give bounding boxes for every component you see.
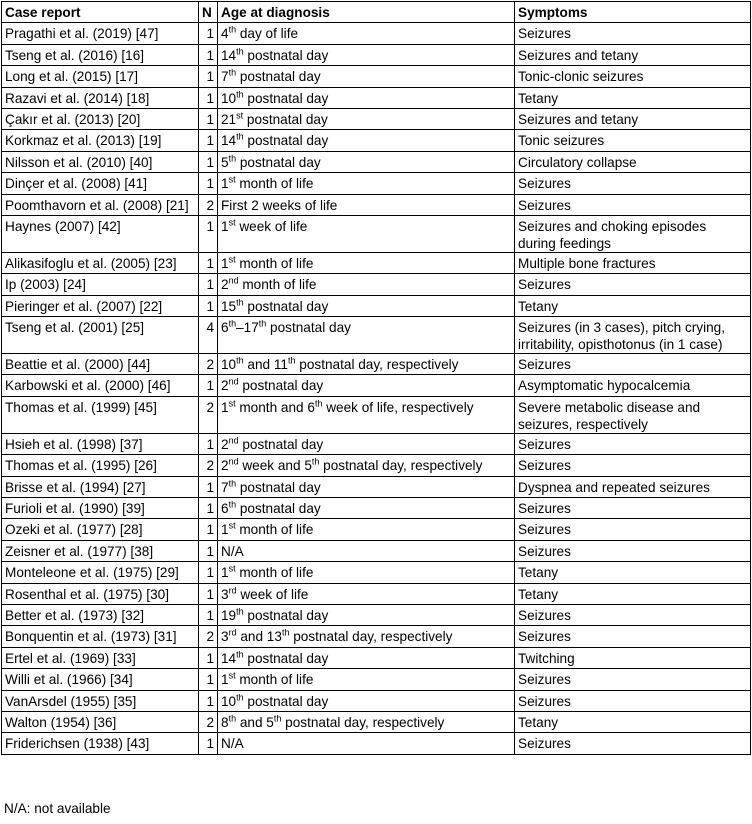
age-at-diagnosis-cell	[218, 44, 515, 65]
table-row	[2, 44, 751, 65]
age-text: 1	[221, 565, 229, 581]
table-row	[2, 690, 751, 711]
ordinal-suffix: nd	[228, 456, 239, 467]
n-cell: 1	[199, 562, 218, 583]
n-cell: 1	[199, 669, 218, 690]
table-row	[2, 669, 751, 690]
symptoms-cell: Seizures and choking episodes during feedings	[515, 215, 751, 252]
ordinal-suffix: th	[228, 153, 237, 164]
symptoms-cell: Severe metabolic disease and seizures, respectively	[515, 396, 751, 433]
age-text: month of life	[235, 565, 314, 581]
age-text: week of life	[236, 586, 309, 602]
symptoms-cell: Twitching	[515, 647, 751, 668]
age-at-diagnosis-cell	[218, 519, 515, 540]
age-text: postnatal day	[238, 378, 324, 394]
age-text: 1	[221, 522, 229, 538]
age-text: 2	[221, 436, 229, 452]
age-text: and 5	[236, 714, 274, 730]
ordinal-suffix: th	[311, 456, 320, 467]
ordinal-suffix: st	[228, 174, 236, 185]
symptoms-cell: Seizures	[515, 354, 751, 375]
age-text: 8	[221, 714, 229, 730]
case-report-cell: Thomas et al. (1995) [26]	[2, 455, 199, 476]
age-text: postnatal day	[243, 47, 329, 63]
case-report-cell: Pragathi et al. (2019) [47]	[2, 23, 199, 44]
age-text: postnatal day	[236, 69, 321, 85]
case-report-cell: Ip (2003) [24]	[2, 274, 199, 295]
age-text: week of life, respectively	[322, 399, 474, 415]
case-report-cell: Pieringer et al. (2007) [22]	[2, 295, 199, 316]
symptoms-cell: Seizures and tetany	[515, 108, 751, 129]
age-text: month of life	[238, 277, 317, 293]
case-report-cell: Korkmaz et al. (2013) [19]	[2, 130, 199, 151]
case-report-cell: Dinçer et al. (2008) [41]	[2, 173, 199, 194]
case-report-cell: Monteleone et al. (1975) [29]	[2, 562, 199, 583]
n-cell: 4	[199, 317, 218, 354]
symptoms-cell: Seizures (in 3 cases), pitch crying, irritability, opisthotonus (in 1 case)	[515, 317, 751, 354]
table-row	[2, 498, 751, 519]
table-row	[2, 647, 751, 668]
n-cell: 1	[199, 604, 218, 625]
age-at-diagnosis-cell	[218, 252, 515, 273]
symptoms-cell: Tonic seizures	[515, 130, 751, 151]
table-row	[2, 317, 751, 354]
table-row	[2, 194, 751, 215]
table-row	[2, 252, 751, 273]
table-row	[2, 66, 751, 87]
table-body	[2, 23, 751, 754]
table-row	[2, 173, 751, 194]
case-report-cell: Hsieh et al. (1998) [37]	[2, 433, 199, 454]
age-text: 10	[221, 90, 237, 106]
ordinal-suffix: st	[236, 110, 244, 121]
ordinal-suffix: th	[288, 355, 296, 366]
age-text: 3	[221, 629, 229, 645]
age-text: month of life	[235, 255, 314, 271]
table-row	[2, 354, 751, 375]
header-row	[2, 2, 751, 23]
age-text: N/A	[221, 543, 244, 559]
case-report-cell: VanArsdel (1955) [35]	[2, 690, 199, 711]
case-report-table	[1, 1, 751, 755]
symptoms-cell: Seizures	[515, 604, 751, 625]
table-row	[2, 626, 751, 647]
n-cell: 1	[199, 733, 218, 754]
case-report-cell: Better et al. (1973) [32]	[2, 604, 199, 625]
age-text: postnatal day	[243, 298, 329, 314]
age-at-diagnosis-cell	[218, 194, 515, 215]
age-at-diagnosis-cell	[218, 151, 515, 172]
age-at-diagnosis-cell	[218, 66, 515, 87]
case-report-cell: Walton (1954) [36]	[2, 711, 199, 732]
table-row	[2, 274, 751, 295]
case-report-cell: Brisse et al. (1994) [27]	[2, 476, 199, 497]
age-text: 7	[221, 479, 229, 495]
n-cell: 2	[199, 455, 218, 476]
age-text: 7	[221, 69, 229, 85]
age-text: 6	[221, 320, 229, 336]
ordinal-suffix: th	[236, 46, 244, 57]
ordinal-suffix: nd	[228, 275, 239, 286]
age-at-diagnosis-cell	[218, 295, 515, 316]
symptoms-cell: Seizures	[515, 274, 751, 295]
n-cell: 1	[199, 476, 218, 497]
case-report-cell: Bonquentin et al. (1973) [31]	[2, 626, 199, 647]
n-cell: 2	[199, 396, 218, 433]
age-text: month of life	[235, 522, 314, 538]
age-text: day of life	[236, 26, 299, 42]
age-text: 10	[221, 693, 237, 709]
age-text: 2	[221, 277, 229, 293]
age-at-diagnosis-cell	[218, 274, 515, 295]
age-text: 21	[221, 111, 237, 127]
case-report-cell: Poomthavorn et al. (2008) [21]	[2, 194, 199, 215]
age-text: postnatal day, respectively	[289, 629, 453, 645]
ordinal-suffix: st	[228, 254, 236, 265]
age-at-diagnosis-cell	[218, 498, 515, 519]
case-report-cell: Çakır et al. (2013) [20]	[2, 108, 199, 129]
n-cell: 1	[199, 44, 218, 65]
case-report-cell: Ozeki et al. (1977) [28]	[2, 519, 199, 540]
age-at-diagnosis-cell	[218, 562, 515, 583]
n-cell: 1	[199, 130, 218, 151]
age-at-diagnosis-cell	[218, 476, 515, 497]
case-report-cell: Karbowski et al. (2000) [46]	[2, 375, 199, 396]
table-row	[2, 396, 751, 433]
table-row	[2, 476, 751, 497]
age-text: month and 6	[235, 399, 315, 415]
table-row	[2, 433, 751, 454]
table-row	[2, 108, 751, 129]
age-text: 1	[221, 399, 229, 415]
ordinal-suffix: st	[228, 670, 236, 681]
age-text: and 11	[243, 357, 288, 373]
ordinal-suffix: th	[236, 131, 244, 142]
age-text: 14	[221, 650, 237, 666]
symptoms-cell: Asymptomatic hypocalcemia	[515, 375, 751, 396]
ordinal-suffix: th	[236, 297, 244, 308]
table-row	[2, 295, 751, 316]
case-report-cell: Alikasifoglu et al. (2005) [23]	[2, 252, 199, 273]
age-text: 14	[221, 47, 237, 63]
n-cell: 1	[199, 295, 218, 316]
n-cell: 1	[199, 215, 218, 252]
ordinal-suffix: th	[258, 318, 267, 329]
n-cell: 2	[199, 194, 218, 215]
n-cell: 1	[199, 23, 218, 44]
n-cell: 1	[199, 151, 218, 172]
symptoms-cell: Seizures	[515, 690, 751, 711]
ordinal-suffix: rd	[228, 585, 237, 596]
age-text: week of life	[235, 218, 308, 234]
n-cell: 1	[199, 252, 218, 273]
age-at-diagnosis-cell	[218, 604, 515, 625]
ordinal-suffix: th	[228, 318, 237, 329]
n-cell: 1	[199, 87, 218, 108]
case-report-cell: Long et al. (2015) [17]	[2, 66, 199, 87]
table-row	[2, 151, 751, 172]
n-cell: 1	[199, 274, 218, 295]
header-n: N	[199, 2, 218, 23]
symptoms-cell: Seizures	[515, 433, 751, 454]
age-text: 19	[221, 607, 237, 623]
ordinal-suffix: nd	[228, 376, 239, 387]
table-row	[2, 215, 751, 252]
symptoms-cell: Seizures	[515, 498, 751, 519]
age-text: 4	[221, 26, 229, 42]
age-text: month of life	[235, 176, 314, 192]
case-report-cell: Tseng et al. (2016) [16]	[2, 44, 199, 65]
table-row	[2, 130, 751, 151]
case-report-cell: Zeisner et al. (1977) [38]	[2, 540, 199, 561]
n-cell: 1	[199, 519, 218, 540]
ordinal-suffix: th	[314, 398, 323, 409]
ordinal-suffix: th	[236, 692, 244, 703]
age-text: 14	[221, 133, 237, 149]
case-report-cell: Haynes (2007) [42]	[2, 215, 199, 252]
age-at-diagnosis-cell	[218, 108, 515, 129]
n-cell: 1	[199, 66, 218, 87]
ordinal-suffix: th	[228, 499, 237, 510]
age-at-diagnosis-cell	[218, 173, 515, 194]
ordinal-suffix: th	[236, 355, 244, 366]
ordinal-suffix: rd	[228, 627, 237, 638]
age-text: 15	[221, 298, 237, 314]
symptoms-cell: Tetany	[515, 295, 751, 316]
symptoms-cell: Seizures	[515, 455, 751, 476]
age-at-diagnosis-cell	[218, 23, 515, 44]
table-row	[2, 583, 751, 604]
ordinal-suffix: th	[236, 606, 244, 617]
age-text: N/A	[221, 736, 244, 752]
age-text: postnatal day	[243, 90, 329, 106]
age-text: 10	[221, 357, 237, 373]
symptoms-cell: Tetany	[515, 87, 751, 108]
symptoms-cell: Seizures	[515, 540, 751, 561]
symptoms-cell: Seizures	[515, 733, 751, 754]
age-text: 3	[221, 586, 229, 602]
n-cell: 1	[199, 173, 218, 194]
age-at-diagnosis-cell	[218, 130, 515, 151]
case-report-cell: Thomas et al. (1999) [45]	[2, 396, 199, 433]
table-row	[2, 562, 751, 583]
table-row	[2, 519, 751, 540]
age-at-diagnosis-cell	[218, 733, 515, 754]
age-at-diagnosis-cell	[218, 669, 515, 690]
n-cell: 1	[199, 375, 218, 396]
symptoms-cell: Seizures	[515, 519, 751, 540]
table-row	[2, 604, 751, 625]
age-at-diagnosis-cell	[218, 215, 515, 252]
age-text: postnatal day, respectively	[319, 458, 483, 474]
age-text: postnatal day, respectively	[281, 714, 445, 730]
age-at-diagnosis-cell	[218, 354, 515, 375]
table-row	[2, 455, 751, 476]
n-cell: 1	[199, 433, 218, 454]
age-text: 1	[221, 176, 229, 192]
case-report-cell: Friderichsen (1938) [43]	[2, 733, 199, 754]
n-cell: 1	[199, 690, 218, 711]
case-report-cell: Tseng et al. (2001) [25]	[2, 317, 199, 354]
n-cell: 1	[199, 498, 218, 519]
age-at-diagnosis-cell	[218, 375, 515, 396]
n-cell: 2	[199, 711, 218, 732]
age-at-diagnosis-cell	[218, 647, 515, 668]
age-at-diagnosis-cell	[218, 711, 515, 732]
symptoms-cell: Seizures	[515, 669, 751, 690]
age-text: postnatal day	[236, 154, 321, 170]
age-text: postnatal day, respectively	[295, 357, 459, 373]
table-row	[2, 87, 751, 108]
age-at-diagnosis-cell	[218, 540, 515, 561]
ordinal-suffix: th	[281, 627, 290, 638]
ordinal-suffix: nd	[228, 435, 239, 446]
age-text: 5	[221, 154, 229, 170]
case-report-cell: Ertel et al. (1969) [33]	[2, 647, 199, 668]
table-row	[2, 711, 751, 732]
age-text: 2	[221, 378, 229, 394]
age-text: postnatal day	[236, 501, 321, 517]
age-at-diagnosis-cell	[218, 87, 515, 108]
ordinal-suffix: th	[228, 478, 237, 489]
age-text: 1	[221, 218, 229, 234]
symptoms-cell: Seizures	[515, 194, 751, 215]
age-text: 2	[221, 458, 229, 474]
age-text: –17	[236, 320, 259, 336]
table-row	[2, 733, 751, 754]
header-case-report: Case report	[2, 2, 199, 23]
age-text: First 2 weeks of life	[221, 197, 338, 213]
age-at-diagnosis-cell	[218, 583, 515, 604]
header-age-at-diagnosis: Age at diagnosis	[218, 2, 515, 23]
case-report-cell: Beattie et al. (2000) [44]	[2, 354, 199, 375]
ordinal-suffix: st	[228, 563, 236, 574]
age-text: postnatal day	[243, 133, 329, 149]
ordinal-suffix: th	[236, 89, 244, 100]
age-text: postnatal day	[236, 479, 321, 495]
symptoms-cell: Seizures	[515, 23, 751, 44]
symptoms-cell: Seizures	[515, 626, 751, 647]
symptoms-cell: Dyspnea and repeated seizures	[515, 476, 751, 497]
age-text: postnatal day	[243, 693, 329, 709]
age-text: postnatal day	[243, 607, 329, 623]
table-row	[2, 540, 751, 561]
case-report-cell: Willi et al. (1966) [34]	[2, 669, 199, 690]
symptoms-cell: Tetany	[515, 562, 751, 583]
age-at-diagnosis-cell	[218, 317, 515, 354]
symptoms-cell: Multiple bone fractures	[515, 252, 751, 273]
case-report-cell: Furioli et al. (1990) [39]	[2, 498, 199, 519]
age-text: 6	[221, 501, 229, 517]
case-report-cell: Rosenthal et al. (1975) [30]	[2, 583, 199, 604]
symptoms-cell: Tetany	[515, 583, 751, 604]
age-text: and 13	[236, 629, 282, 645]
symptoms-cell: Circulatory collapse	[515, 151, 751, 172]
header-symptoms: Symptoms	[515, 2, 751, 23]
n-cell: 1	[199, 647, 218, 668]
ordinal-suffix: th	[228, 67, 237, 78]
n-cell: 2	[199, 626, 218, 647]
n-cell: 1	[199, 108, 218, 129]
age-text: month of life	[235, 672, 314, 688]
symptoms-cell: Tonic-clonic seizures	[515, 66, 751, 87]
ordinal-suffix: st	[228, 398, 236, 409]
ordinal-suffix: th	[273, 713, 282, 724]
footnote: N/A: not available	[4, 801, 111, 816]
ordinal-suffix: st	[228, 520, 236, 531]
age-text: week and 5	[238, 458, 312, 474]
age-at-diagnosis-cell	[218, 455, 515, 476]
n-cell: 2	[199, 354, 218, 375]
n-cell: 1	[199, 583, 218, 604]
age-text: 1	[221, 255, 229, 271]
age-text: postnatal day	[266, 320, 351, 336]
age-text: postnatal day	[243, 650, 329, 666]
case-report-cell: Nilsson et al. (2010) [40]	[2, 151, 199, 172]
age-text: postnatal day	[243, 111, 328, 127]
ordinal-suffix: th	[228, 713, 237, 724]
case-report-cell: Razavi et al. (2014) [18]	[2, 87, 199, 108]
ordinal-suffix: th	[236, 649, 244, 660]
symptoms-cell: Seizures	[515, 173, 751, 194]
table-row	[2, 23, 751, 44]
symptoms-cell: Tetany	[515, 711, 751, 732]
age-at-diagnosis-cell	[218, 396, 515, 433]
age-at-diagnosis-cell	[218, 690, 515, 711]
age-at-diagnosis-cell	[218, 433, 515, 454]
symptoms-cell: Seizures and tetany	[515, 44, 751, 65]
n-cell: 1	[199, 540, 218, 561]
table-row	[2, 375, 751, 396]
age-text: 1	[221, 672, 229, 688]
age-text: postnatal day	[238, 436, 324, 452]
ordinal-suffix: st	[228, 217, 236, 228]
ordinal-suffix: th	[228, 24, 237, 35]
age-at-diagnosis-cell	[218, 626, 515, 647]
